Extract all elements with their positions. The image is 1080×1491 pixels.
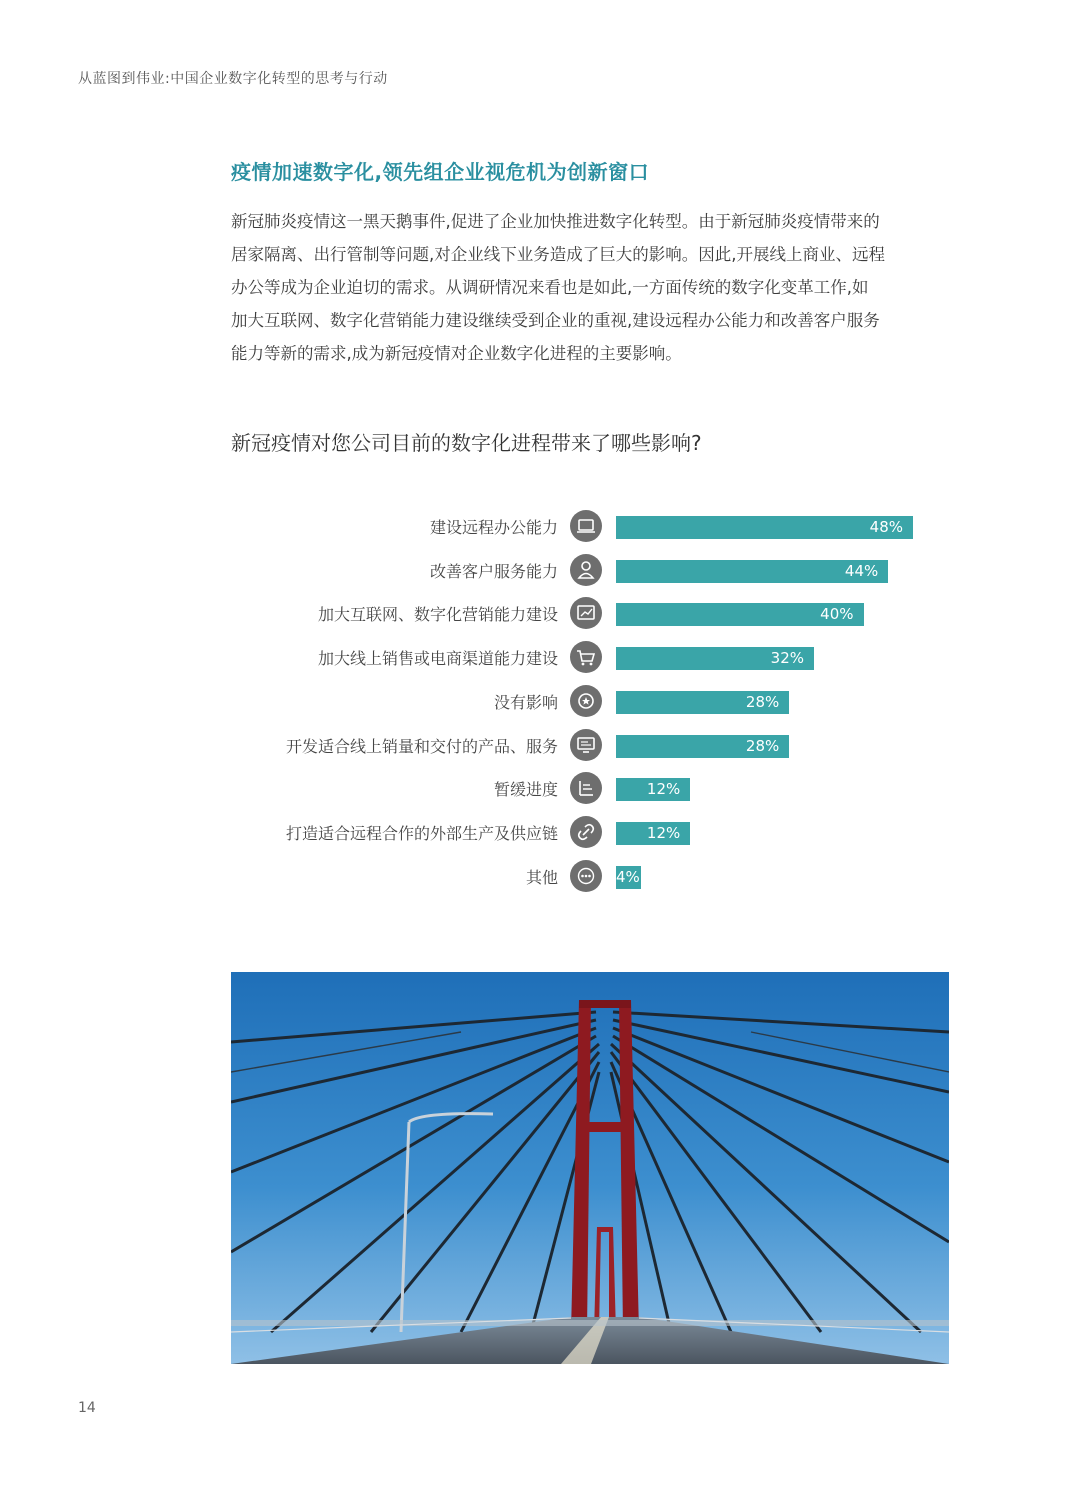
badge-icon	[570, 685, 602, 717]
bar	[616, 560, 888, 583]
list-icon	[570, 772, 602, 804]
cart-icon	[570, 641, 602, 673]
bridge-photo	[231, 972, 949, 1364]
chart-row	[0, 636, 1080, 680]
chart-screen-icon	[570, 597, 602, 629]
bar	[616, 516, 913, 539]
ellipsis-icon	[570, 860, 602, 892]
category-label: 改善客户服务能力	[429, 561, 558, 581]
bar	[616, 866, 641, 889]
person-icon	[570, 554, 602, 586]
category-label: 暂缓进度	[493, 780, 558, 800]
chart-row	[0, 549, 1080, 593]
chart-row	[0, 505, 1080, 549]
section-title: 疫情加速数字化,领先组企业视危机为创新窗口	[231, 160, 650, 184]
paragraph-line: 新冠肺炎疫情这一黑天鹅事件,促进了企业加快推进数字化转型。由于新冠肺炎疫情带来的	[231, 212, 880, 231]
category-label: 没有影响	[493, 692, 558, 712]
paragraph-line: 办公等成为企业迫切的需求。从调研情况来看也是如此,一方面传统的数字化变革工作,如	[231, 278, 869, 297]
bar-value-label: 32%	[770, 649, 804, 668]
paragraph-line: 居家隔离、出行管制等问题,对企业线下业务造成了巨大的影响。因此,开展线上商业、远程	[231, 245, 885, 264]
running-header: 从蓝图到伟业:中国企业数字化转型的思考与行动	[78, 71, 388, 87]
bar-value-label: 44%	[844, 561, 879, 580]
bar-value-label: 12%	[646, 823, 681, 842]
laptop-icon	[570, 510, 602, 542]
bar	[616, 735, 789, 758]
chart-row	[0, 680, 1080, 724]
bar-value-label: 40%	[820, 605, 854, 624]
chart-row	[0, 592, 1080, 636]
impact-bar-chart	[0, 505, 1080, 905]
bar	[616, 822, 690, 845]
body-paragraph	[231, 205, 949, 370]
bar-value-label: 28%	[745, 736, 780, 755]
category-label: 加大互联网、数字化营销能力建设	[317, 605, 558, 625]
paragraph-line: 加大互联网、数字化营销能力建设继续受到企业的重视,建设远程办公能力和改善客户服务	[231, 311, 880, 330]
chart-row	[0, 724, 1080, 768]
bar-value-label: 4%	[616, 867, 640, 886]
bar-value-label: 12%	[646, 780, 681, 799]
category-label: 其他	[525, 867, 558, 887]
bar	[616, 647, 814, 670]
monitor-icon	[570, 729, 602, 761]
chart-row	[0, 767, 1080, 811]
link-icon	[570, 816, 602, 848]
category-label: 开发适合线上销量和交付的产品、服务	[285, 736, 558, 756]
paragraph-line: 能力等新的需求,成为新冠疫情对企业数字化进程的主要影响。	[231, 344, 682, 363]
chart-row	[0, 855, 1080, 899]
chart-title: 新冠疫情对您公司目前的数字化进程带来了哪些影响?	[231, 431, 702, 455]
bar	[616, 778, 690, 801]
category-label: 打造适合远程合作的外部生产及供应链	[285, 823, 558, 843]
bar-value-label: 48%	[869, 518, 903, 536]
chart-row	[0, 811, 1080, 855]
bar	[616, 691, 789, 714]
category-label: 建设远程办公能力	[429, 518, 558, 537]
page-number: 14	[78, 1400, 96, 1416]
bar	[616, 603, 864, 626]
bar-value-label: 28%	[745, 692, 780, 711]
category-label: 加大线上销售或电商渠道能力建设	[317, 649, 558, 669]
